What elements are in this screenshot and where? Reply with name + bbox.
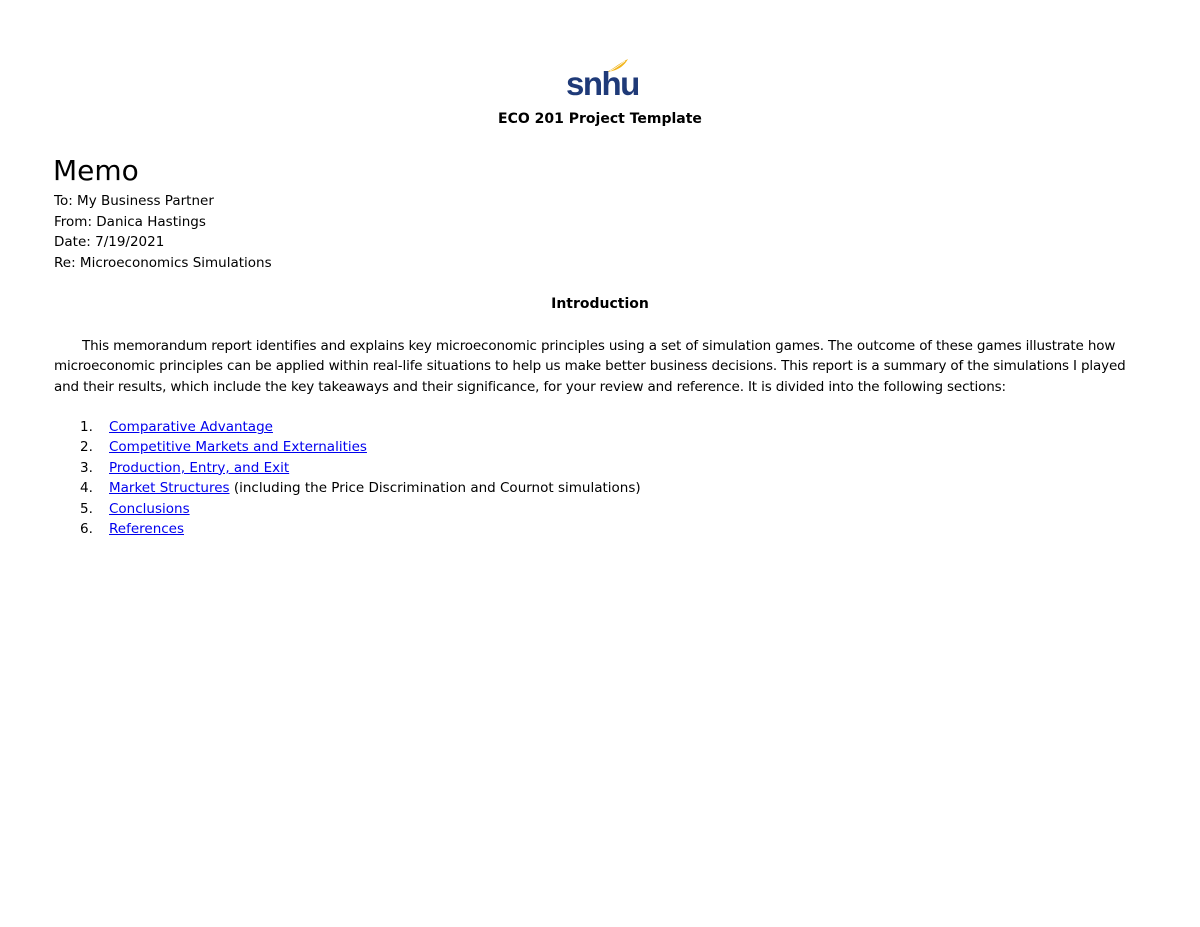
- list-item: [80, 499, 641, 519]
- link-conclusions[interactable]: Conclusions: [109, 500, 190, 517]
- link-market-structures[interactable]: Market Structures: [109, 480, 230, 497]
- snhu-logo: [564, 58, 639, 104]
- list-item: [80, 478, 641, 498]
- list-item: [80, 437, 641, 457]
- memo-from: From: Danica Hastings: [54, 213, 206, 230]
- list-number: 6.: [80, 521, 93, 538]
- logo-wordmark: snhu: [566, 65, 639, 102]
- list-item: [80, 458, 641, 478]
- memo-date: Date: 7/19/2021: [54, 234, 165, 250]
- memo-to: To: My Business Partner: [54, 193, 214, 209]
- link-comparative-advantage[interactable]: Comparative Advantage: [109, 419, 273, 435]
- list-number: 2.: [80, 439, 93, 456]
- section-list: [80, 417, 641, 539]
- link-references[interactable]: References: [109, 521, 185, 538]
- memo-meta: [54, 191, 272, 273]
- list-item: [80, 519, 641, 539]
- link-production-entry-exit[interactable]: Production, Entry, and Exit: [109, 459, 290, 476]
- link-competitive-markets[interactable]: Competitive Markets and Externalities: [109, 439, 367, 456]
- introduction-paragraph: This memorandum report identifies and explains key microeconomic principles using a set of simulation games. The outcome of these games illustrate how microeconomic principles can be applied within real-life situations to help us make better business decisions. This report is a summary of the simulations I played and their results, which include the key takeaways and their significance, for your review and reference. It is divided into the following sections:: [54, 338, 1126, 395]
- list-number: 1.: [80, 419, 93, 435]
- list-number: 3.: [80, 459, 93, 476]
- list-number: 5.: [80, 500, 93, 517]
- document-title: ECO 201 Project Template: [498, 111, 702, 127]
- list-item: [80, 417, 641, 437]
- list-number: 4.: [80, 480, 93, 497]
- memo-heading: Memo: [53, 154, 139, 187]
- introduction-heading: Introduction: [551, 296, 649, 312]
- list-suffix: (including the Price Discrimination and Cournot simulations): [229, 480, 641, 497]
- memo-re: Re: Microeconomics Simulations: [54, 254, 272, 271]
